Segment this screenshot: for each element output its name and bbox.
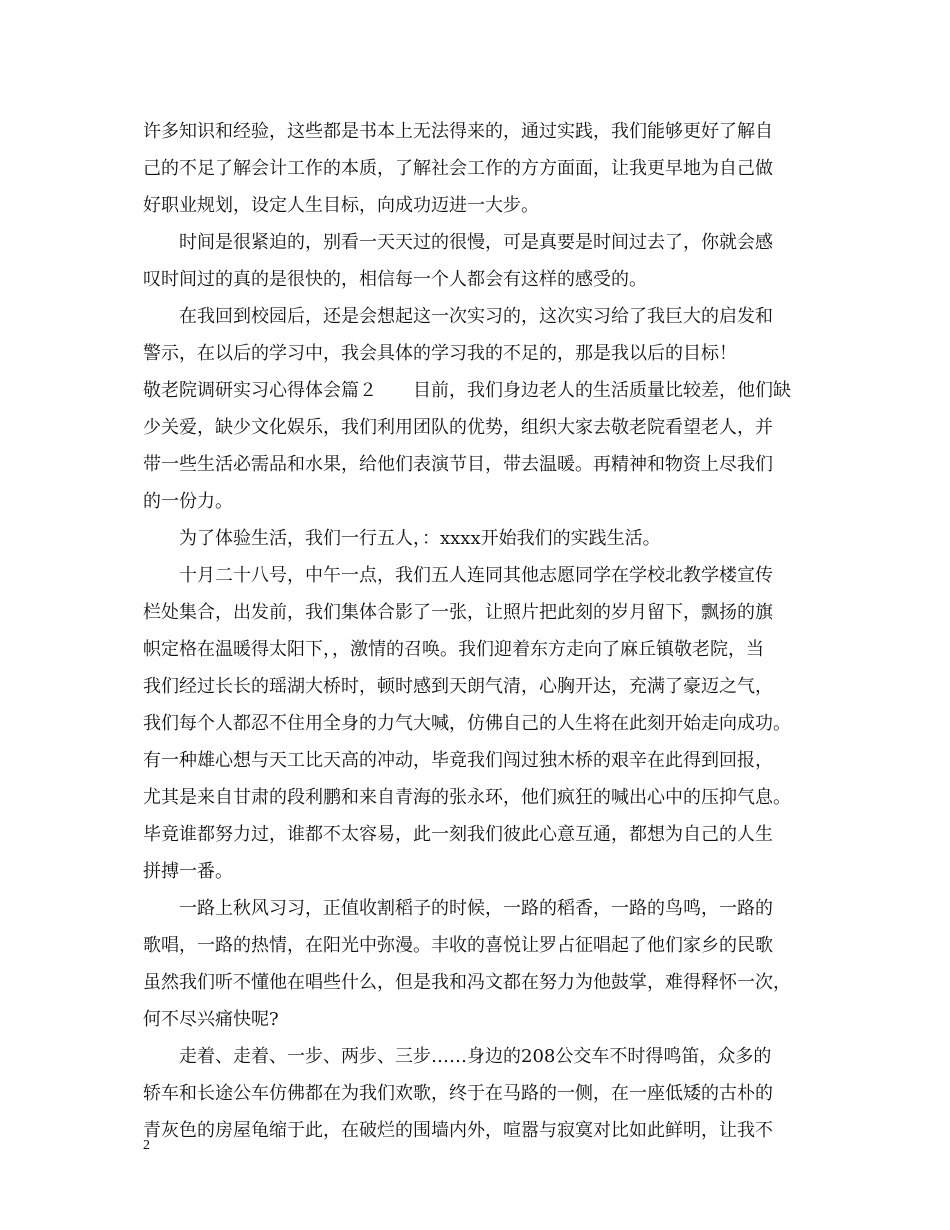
text-line: 歌唱，一路的热情，在阳光中弥漫。丰收的喜悦让罗占征唱起了他们家乡的民歌 [143, 935, 773, 956]
text-line: 在我回到校园后，还是会想起这一次实习的，这次实习给了我巨大的启发和 [179, 306, 773, 327]
text-line: 栏处集合，出发前，我们集体合影了一张，让照片把此刻的岁月留下，飘扬的旗 [143, 602, 773, 623]
text-line: 带一些生活必需品和水果，给他们表演节目，带去温暖。再精神和物资上尽我们 [143, 454, 773, 475]
text-line: 轿车和长途公车仿佛都在为我们欢歌，终于在马路的一侧，在一座低矮的古朴的 [143, 1083, 773, 1104]
page-number: 2 [143, 1138, 150, 1153]
text-line: 十月二十八号，中午一点，我们五人连同其他志愿同学在学校北教学楼宣传 [179, 565, 773, 586]
text-line: 敬老院调研实习心得体会篇２ 目前，我们身边老人的生活质量比较差，他们缺 [143, 380, 791, 401]
text-line: 帜定格在温暖得太阳下，，激情的召唤。我们迎着东方走向了麻丘镇敬老院，当 [143, 639, 764, 660]
text-line: 警示，在以后的学习中，我会具体的学习我的不足的，那是我以后的目标！ [143, 343, 737, 364]
text-line: 尤其是来自甘肃的段利鹏和来自青海的张永环，他们疯狂的喊出心中的压抑气息。 [143, 787, 791, 808]
text-line: 毕竟谁都努力过，谁都不太容易，此一刻我们彼此心意互通，都想为自己的人生 [143, 824, 773, 845]
text-line: 青灰色的房屋龟缩于此，在破烂的围墙内外，喧嚣与寂寞对比如此鲜明，让我不 [143, 1120, 773, 1141]
text-line: 为了体验生活，我们一行五人，：xxxx开始我们的实践生活。 [179, 528, 661, 549]
text-line: 一路上秋风习习，正值收割稻子的时候，一路的稻香，一路的鸟鸣，一路的 [179, 898, 773, 919]
text-line: 己的不足了解会计工作的本质，了解社会工作的方方面面，让我更早地为自己做 [143, 158, 773, 179]
text-line: 拼搏一番。 [143, 861, 233, 882]
text-line: 好职业规划，设定人生目标，向成功迈进一大步。 [143, 195, 539, 216]
text-line: 少关爱，缺少文化娱乐，我们利用团队的优势，组织大家去敬老院看望老人，并 [143, 417, 773, 438]
text-line: 时间是很紧迫的，别看一天天过的很慢，可是真要是时间过去了，你就会感 [179, 232, 773, 253]
text-line: 虽然我们听不懂他在唱些什么，但是我和冯文都在努力为他鼓掌，难得释怀一次， [143, 972, 791, 993]
text-line: 叹时间过的真的是很快的，相信每一个人都会有这样的感受的。 [143, 269, 647, 290]
text-line: 许多知识和经验，这些都是书本上无法得来的，通过实践，我们能够更好了解自 [143, 121, 773, 142]
text-line: 有一种雄心想与天工比天高的冲动，毕竟我们闯过独木桥的艰辛在此得到回报， [143, 750, 773, 771]
text-line: 我们每个人都忍不住用全身的力气大喊，仿佛自己的人生将在此刻开始走向成功。 [143, 713, 791, 734]
body-text [143, 113, 813, 1149]
text-line: 走着、走着、一步、两步、三步……身边的208公交车不时得鸣笛，众多的 [179, 1046, 772, 1067]
text-line: 的一份力。 [143, 491, 233, 512]
text-line: 何不尽兴痛快呢? [143, 1009, 279, 1030]
text-line: 我们经过长长的瑶湖大桥时，顿时感到天朗气清，心胸开达，充满了豪迈之气， [143, 676, 773, 697]
